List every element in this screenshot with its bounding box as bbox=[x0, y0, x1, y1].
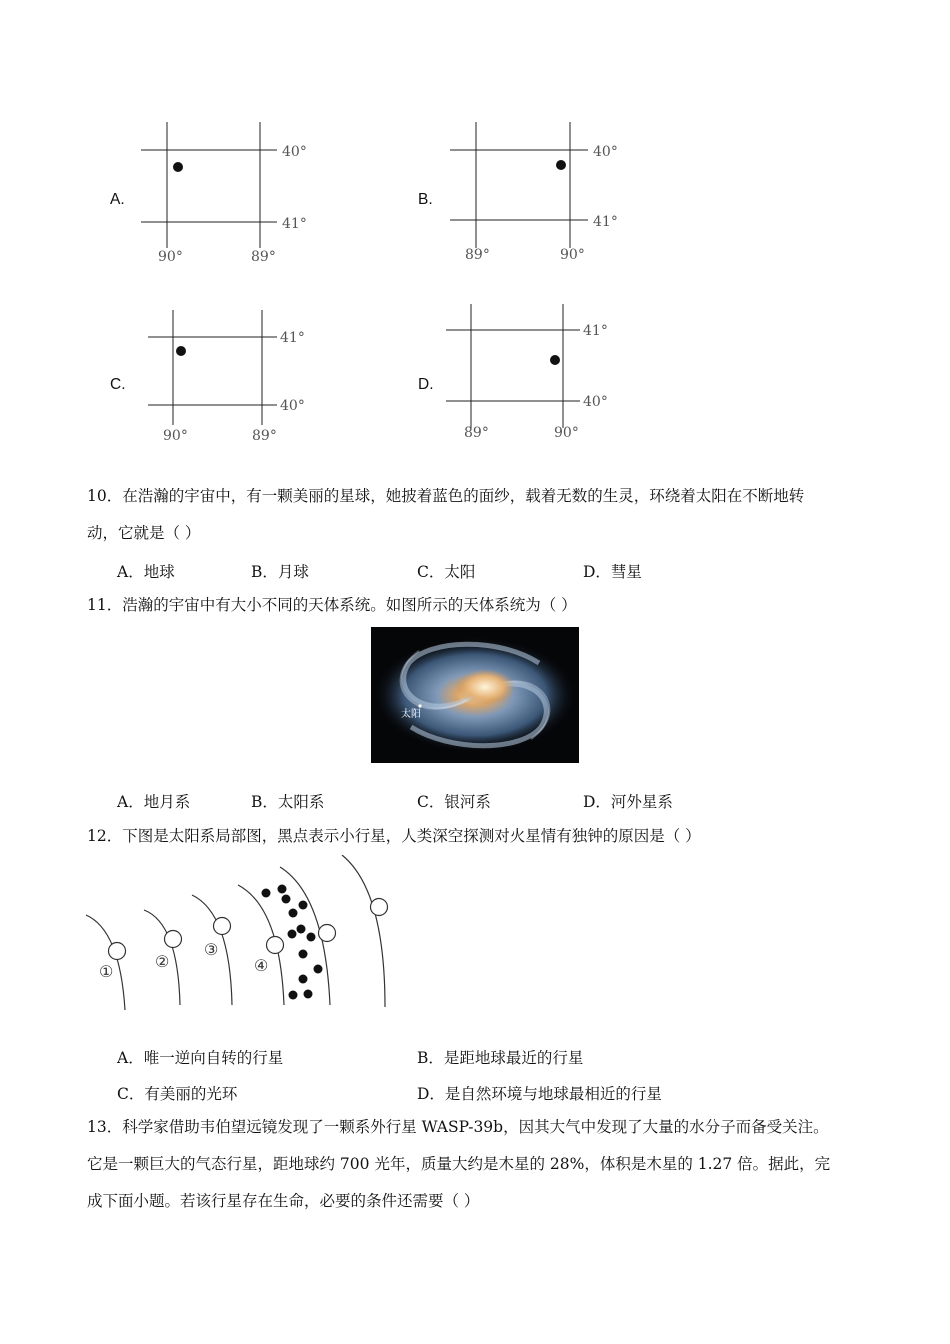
question-13-line-3: 成下面小题。若该行星存在生命，必要的条件还需要（ ） bbox=[87, 1192, 480, 1210]
grid-option-a[interactable] bbox=[105, 118, 335, 268]
orbit-jupiter bbox=[342, 855, 385, 1007]
option-c[interactable]: C．有美丽的光环 bbox=[117, 1085, 238, 1103]
lat-lon-grid bbox=[105, 118, 335, 268]
lat-label-bottom: 41° bbox=[593, 214, 618, 230]
location-dot bbox=[550, 355, 560, 365]
lon-label-right: 90° bbox=[560, 247, 585, 263]
location-dot bbox=[556, 160, 566, 170]
planet-label-4: ④ bbox=[254, 956, 269, 975]
planet-label-2: ② bbox=[155, 952, 170, 971]
lat-label-bottom: 40° bbox=[280, 398, 305, 414]
question-12-line-1: 12．下图是太阳系局部图，黑点表示小行星，人类深空探测对火星情有独钟的原因是（ ） bbox=[87, 827, 701, 845]
grid-option-c[interactable] bbox=[105, 305, 335, 450]
lat-label-bottom: 40° bbox=[583, 394, 608, 410]
planet-2 bbox=[165, 931, 182, 948]
option-a[interactable]: A．唯一逆向自转的行星 bbox=[117, 1049, 284, 1067]
planet-4 bbox=[267, 937, 284, 954]
option-b[interactable]: B．太阳系 bbox=[251, 793, 325, 811]
grid-option-b[interactable] bbox=[413, 118, 643, 268]
lon-label-right: 90° bbox=[554, 425, 579, 441]
lon-label-right: 89° bbox=[252, 428, 277, 444]
question-10-line-2: 动，它就是（ ） bbox=[87, 524, 201, 542]
planet-3 bbox=[214, 918, 231, 935]
question-13-line-2: 它是一颗巨大的气态行星，距地球约 700 光年，质量大约是木星的 28%，体积是木星的 1.27 倍。据此，完 bbox=[87, 1155, 831, 1173]
option-b[interactable]: B．月球 bbox=[251, 563, 309, 581]
option-a[interactable]: A．地球 bbox=[117, 563, 175, 581]
question-10-options bbox=[0, 560, 950, 582]
lat-lon-grid bbox=[413, 118, 643, 268]
lon-label-left: 89° bbox=[465, 247, 490, 263]
option-b[interactable]: B．是距地球最近的行星 bbox=[417, 1049, 584, 1067]
option-letter: B. bbox=[418, 191, 433, 208]
lat-label-top: 41° bbox=[583, 323, 608, 339]
option-c[interactable]: C．太阳 bbox=[417, 563, 476, 581]
grid-option-d[interactable] bbox=[413, 300, 643, 450]
question-13-line-1: 13．科学家借助韦伯望远镜发现了一颗系外行星 WASP-39b，因其大气中发现了大量的水分子而备受关注。 bbox=[87, 1118, 829, 1136]
planet-1 bbox=[109, 943, 126, 960]
galaxy-illustration bbox=[371, 627, 579, 763]
sun-label: 太阳 bbox=[401, 709, 421, 720]
option-a[interactable]: A．地月系 bbox=[117, 793, 191, 811]
question-12-options bbox=[0, 1046, 950, 1106]
option-d[interactable]: D．河外星系 bbox=[583, 793, 673, 811]
question-11-options bbox=[0, 790, 950, 812]
planet-label-3: ③ bbox=[204, 940, 219, 959]
lat-label-bottom: 41° bbox=[282, 216, 307, 232]
lat-label-top: 41° bbox=[280, 330, 305, 346]
planet-label-1: ① bbox=[99, 962, 114, 981]
solar-system-diagram bbox=[80, 855, 400, 1015]
location-dot bbox=[176, 346, 186, 356]
option-d[interactable]: D．彗星 bbox=[583, 563, 642, 581]
lon-label-left: 90° bbox=[158, 249, 183, 265]
lat-label-top: 40° bbox=[593, 144, 618, 160]
planet-5 bbox=[319, 925, 336, 942]
question-11-line-1: 11．浩瀚的宇宙中有大小不同的天体系统。如图所示的天体系统为（ ） bbox=[87, 596, 577, 614]
lat-lon-grid bbox=[105, 305, 335, 450]
option-letter: C. bbox=[110, 376, 126, 393]
option-letter: D. bbox=[418, 376, 434, 393]
lon-label-left: 89° bbox=[464, 425, 489, 441]
location-dot bbox=[173, 162, 183, 172]
question-10-line-1: 10．在浩瀚的宇宙中，有一颗美丽的星球，她披着蓝色的面纱，载着无数的生灵，环绕着太阳在不断地转 bbox=[87, 487, 805, 505]
option-c[interactable]: C．银河系 bbox=[417, 793, 491, 811]
lon-label-left: 90° bbox=[163, 428, 188, 444]
lat-lon-grid bbox=[413, 300, 643, 450]
lon-label-right: 89° bbox=[251, 249, 276, 265]
milky-way-image bbox=[371, 627, 579, 763]
planet-6 bbox=[371, 899, 388, 916]
option-d[interactable]: D．是自然环境与地球最相近的行星 bbox=[417, 1085, 662, 1103]
lat-label-top: 40° bbox=[282, 144, 307, 160]
option-letter: A. bbox=[110, 191, 125, 208]
